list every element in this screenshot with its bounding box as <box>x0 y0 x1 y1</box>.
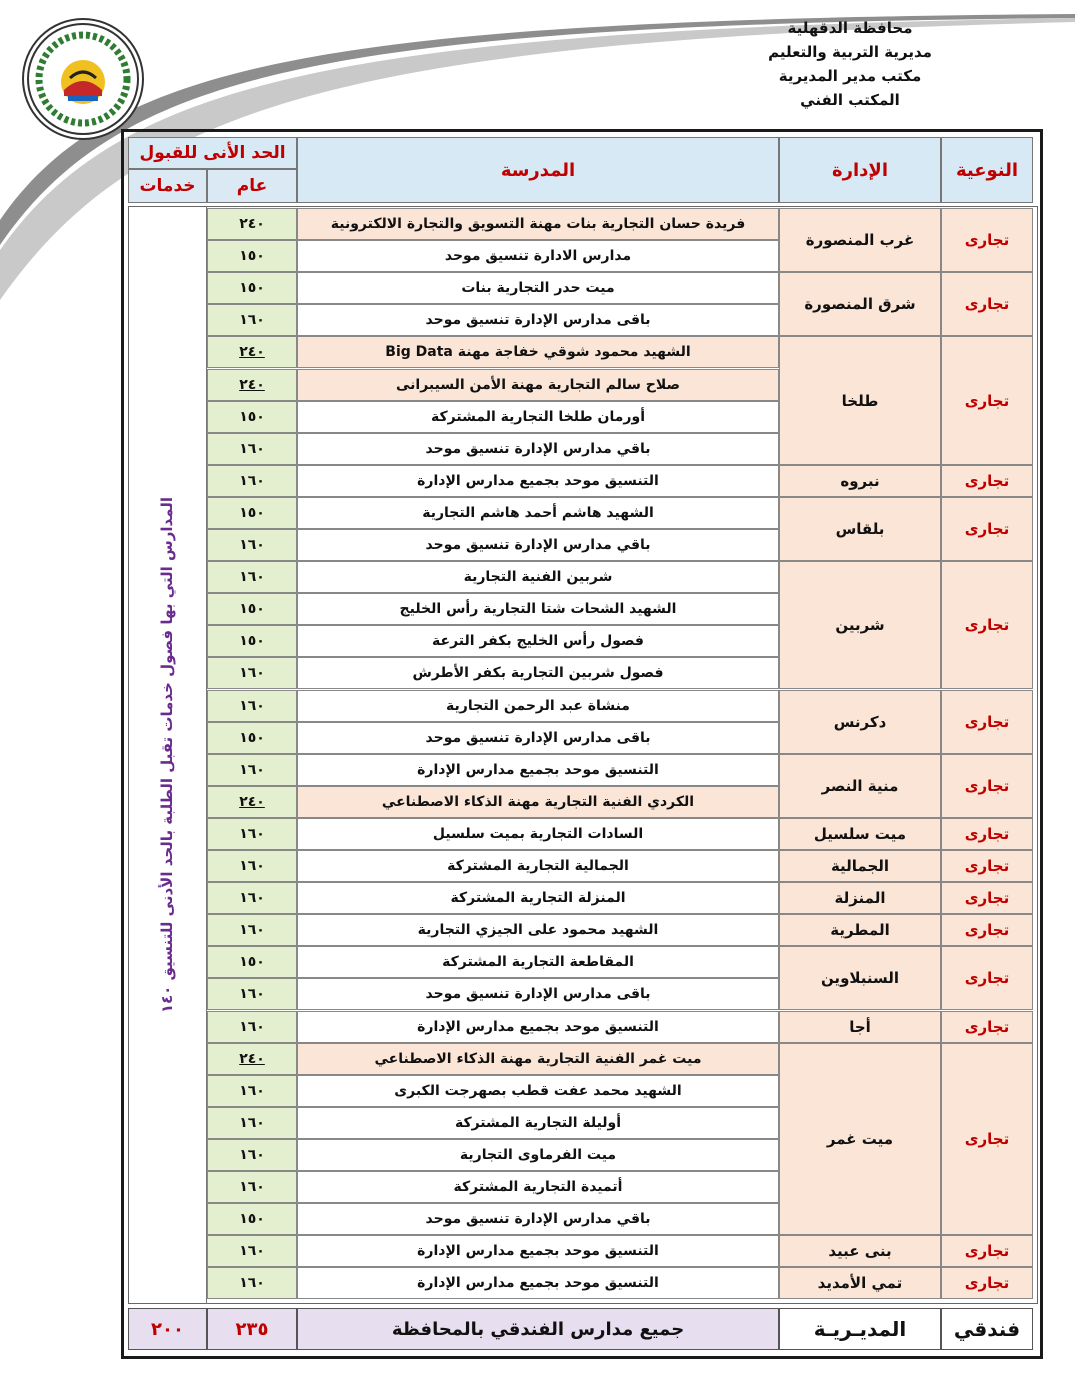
row-general-score: ١٦٠ <box>207 882 297 914</box>
row-general-score: ١٥٠ <box>207 946 297 978</box>
footer-kind: فندقي <box>941 1308 1033 1350</box>
row-general-score: ١٦٠ <box>207 1107 297 1139</box>
row-admin: طلخا <box>779 336 941 464</box>
row-school: شربين الفنية التجارية <box>297 561 779 593</box>
row-general-score: ١٦٠ <box>207 1235 297 1267</box>
row-kind: تجارى <box>941 1011 1033 1043</box>
row-school: ميت حدر التجارية بنات <box>297 272 779 304</box>
row-school: الكردي الفنية التجارية مهنة الذكاء الاصطناعي <box>297 786 779 818</box>
row-admin: تمي الأمديد <box>779 1267 941 1299</box>
header-school: المدرسة <box>297 137 779 203</box>
row-school: التنسيق موحد بجميع مدارس الإدارة <box>297 754 779 786</box>
row-school: المقاطعة التجارية المشتركة <box>297 946 779 978</box>
row-general-score: ١٥٠ <box>207 625 297 657</box>
row-kind: تجارى <box>941 1267 1033 1299</box>
row-kind: تجارى <box>941 690 1033 754</box>
row-admin: دكرنس <box>779 690 941 754</box>
footer-admin: المديـريـة <box>779 1308 941 1350</box>
row-general-score: ٢٤٠ <box>207 1043 297 1075</box>
row-school: منشاة عبد الرحمن التجارية <box>297 690 779 722</box>
row-kind: تجارى <box>941 1043 1033 1236</box>
row-school: باقى مدارس الإدارة تنسيق موحد <box>297 722 779 754</box>
footer-services-score: ٢٠٠ <box>128 1308 207 1350</box>
row-school: ميت غمر الفنية التجارية مهنة الذكاء الاصطناعي <box>297 1043 779 1075</box>
services-note-column <box>128 206 207 1304</box>
row-general-score: ٢٤٠ <box>207 786 297 818</box>
row-kind: تجارى <box>941 561 1033 689</box>
services-note: المدارس التي بها فصول خدمات تقبل الطلبة بالحد الأدنى للتنسيق ١٤٠ <box>158 496 176 1014</box>
row-admin: شربين <box>779 561 941 689</box>
row-general-score: ١٦٠ <box>207 850 297 882</box>
row-general-score: ١٦٠ <box>207 690 297 722</box>
row-kind: تجارى <box>941 850 1033 882</box>
row-school: أورمان طلخا التجارية المشتركة <box>297 401 779 433</box>
row-school: الشهيد محمود على الجيزي التجارية <box>297 914 779 946</box>
row-general-score: ١٦٠ <box>207 1075 297 1107</box>
directorate-logo <box>22 18 144 140</box>
row-school: ميت الفرماوى التجارية <box>297 1139 779 1171</box>
row-admin: منية النصر <box>779 754 941 818</box>
row-general-score: ١٥٠ <box>207 497 297 529</box>
row-kind: تجارى <box>941 497 1033 561</box>
row-school: التنسيق موحد بجميع مدارس الإدارة <box>297 1267 779 1299</box>
letterhead-technical-office: المكتب الفني <box>800 91 900 109</box>
row-school: فصول رأس الخليج بكفر الترعة <box>297 625 779 657</box>
row-general-score: ١٥٠ <box>207 272 297 304</box>
row-kind: تجارى <box>941 914 1033 946</box>
row-school: الشهيد هاشم أحمد هاشم التجارية <box>297 497 779 529</box>
row-general-score: ١٥٠ <box>207 240 297 272</box>
row-kind: تجارى <box>941 754 1033 818</box>
row-school: باقى مدارس الإدارة تنسيق موحد <box>297 978 779 1010</box>
row-school: المنزلة التجارية المشتركة <box>297 882 779 914</box>
row-general-score: ١٦٠ <box>207 978 297 1010</box>
row-kind: تجارى <box>941 1235 1033 1267</box>
row-school: أوليلة التجارية المشتركة <box>297 1107 779 1139</box>
row-school: السادات التجارية بميت سلسيل <box>297 818 779 850</box>
row-admin: ميت سلسيل <box>779 818 941 850</box>
row-general-score: ١٥٠ <box>207 593 297 625</box>
footer-general-score: ٢٣٥ <box>207 1308 297 1350</box>
row-admin: غرب المنصورة <box>779 208 941 272</box>
footer-school: جميع مدارس الفندقي بالمحافظة <box>297 1308 779 1350</box>
row-general-score: ١٦٠ <box>207 1267 297 1299</box>
row-kind: تجارى <box>941 272 1033 336</box>
row-school: التنسيق موحد بجميع مدارس الإدارة <box>297 1235 779 1267</box>
row-school: باقي مدارس الإدارة تنسيق موحد <box>297 433 779 465</box>
row-general-score: ١٦٠ <box>207 1139 297 1171</box>
row-school: الشهيد محمود شوقي خفاجة مهنة Big Data <box>297 336 779 368</box>
row-school: أتميدة التجارية المشتركة <box>297 1171 779 1203</box>
row-school: فصول شربين التجارية بكفر الأطرش <box>297 657 779 689</box>
row-general-score: ١٦٠ <box>207 914 297 946</box>
row-school: باقي مدارس الإدارة تنسيق موحد <box>297 529 779 561</box>
row-kind: تجارى <box>941 336 1033 464</box>
row-admin: بلقاس <box>779 497 941 561</box>
row-school: الشهيد محمد عفت قطب بصهرجت الكبرى <box>297 1075 779 1107</box>
row-school: الجمالية التجارية المشتركة <box>297 850 779 882</box>
row-school: فريدة حسان التجارية بنات مهنة التسويق والتجارة الالكترونية <box>297 208 779 240</box>
row-admin: أجا <box>779 1011 941 1043</box>
row-general-score: ١٥٠ <box>207 722 297 754</box>
row-general-score: ١٦٠ <box>207 561 297 593</box>
row-admin: المنزلة <box>779 882 941 914</box>
row-admin: المطرية <box>779 914 941 946</box>
row-kind: تجارى <box>941 882 1033 914</box>
row-kind: تجارى <box>941 818 1033 850</box>
row-general-score: ٢٤٠ <box>207 336 297 368</box>
row-general-score: ١٥٠ <box>207 401 297 433</box>
row-school: باقى مدارس الإدارة تنسيق موحد <box>297 304 779 336</box>
row-general-score: ١٦٠ <box>207 1011 297 1043</box>
row-general-score: ١٦٠ <box>207 433 297 465</box>
row-admin: بنى عبيد <box>779 1235 941 1267</box>
row-admin: ميت غمر <box>779 1043 941 1236</box>
letterhead <box>700 16 1000 112</box>
row-general-score: ٢٤٠ <box>207 369 297 401</box>
row-general-score: ١٦٠ <box>207 818 297 850</box>
row-school: باقي مدارس الإدارة تنسيق موحد <box>297 1203 779 1235</box>
row-school: التنسيق موحد بجميع مدارس الإدارة <box>297 465 779 497</box>
letterhead-office: مكتب مدير المديرية <box>778 67 922 85</box>
row-admin: شرق المنصورة <box>779 272 941 336</box>
row-general-score: ١٦٠ <box>207 657 297 689</box>
row-general-score: ١٦٠ <box>207 529 297 561</box>
row-general-score: ١٦٠ <box>207 1171 297 1203</box>
row-admin: السنبلاوين <box>779 946 941 1010</box>
row-school: الشهيد الشحات شتا التجارية رأس الخليج <box>297 593 779 625</box>
header-min-accept: الحد الأنى للقبول <box>128 137 297 169</box>
row-general-score: ٢٤٠ <box>207 208 297 240</box>
header-services: خدمات <box>128 169 207 203</box>
letterhead-governorate: محافظة الدقهلية <box>787 19 913 37</box>
row-kind: تجارى <box>941 465 1033 497</box>
header-kind: النوعية <box>941 137 1033 203</box>
row-kind: تجارى <box>941 208 1033 272</box>
row-admin: نبروه <box>779 465 941 497</box>
row-general-score: ١٦٠ <box>207 465 297 497</box>
row-school: مدارس الادارة تنسيق موحد <box>297 240 779 272</box>
row-kind: تجارى <box>941 946 1033 1010</box>
row-school: التنسيق موحد بجميع مدارس الإدارة <box>297 1011 779 1043</box>
header-general: عام <box>207 169 297 203</box>
row-general-score: ١٥٠ <box>207 1203 297 1235</box>
letterhead-directorate: مديرية التربية والتعليم <box>768 43 932 61</box>
header-admin: الإدارة <box>779 137 941 203</box>
row-school: صلاح سالم التجارية مهنة الأمن السيبرانى <box>297 369 779 401</box>
row-admin: الجمالية <box>779 850 941 882</box>
row-general-score: ١٦٠ <box>207 754 297 786</box>
row-general-score: ١٦٠ <box>207 304 297 336</box>
